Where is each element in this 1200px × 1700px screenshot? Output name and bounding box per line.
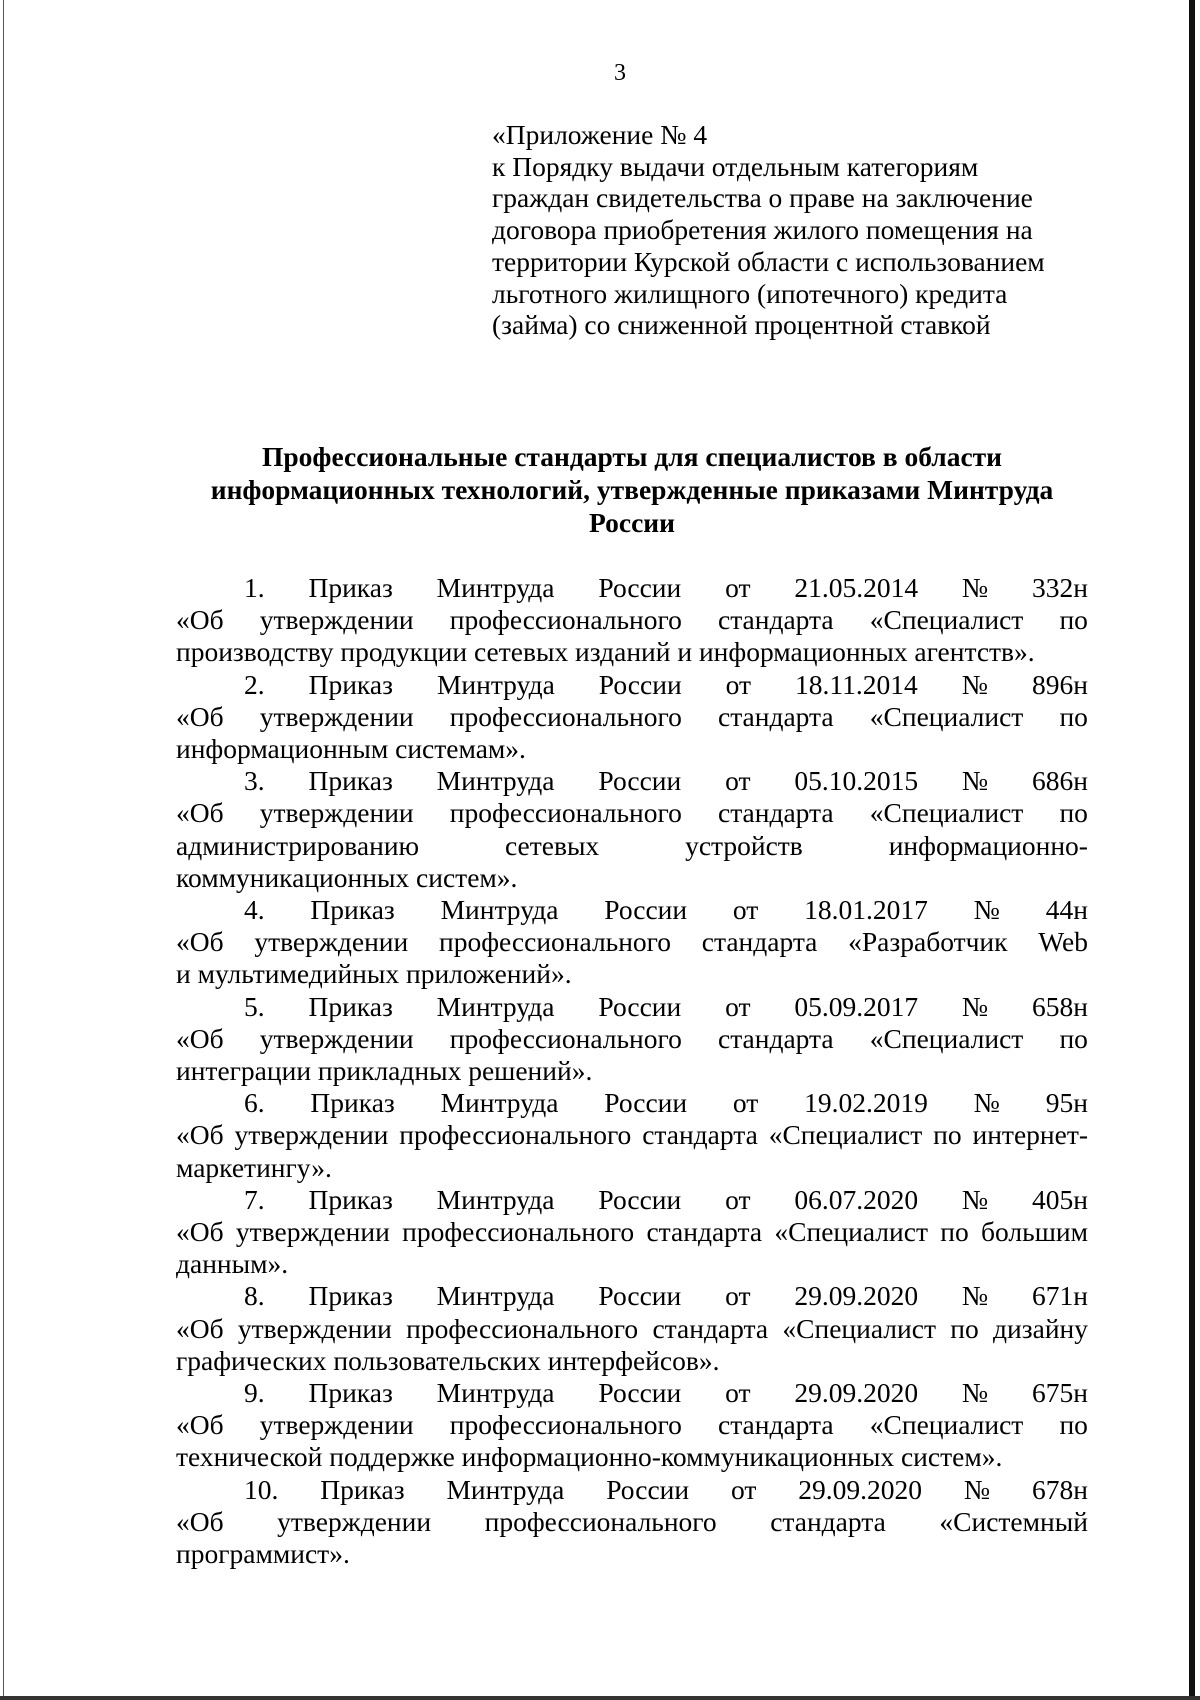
- list-item: [176, 894, 1088, 991]
- word: по: [1059, 797, 1088, 829]
- word: стандарта: [717, 700, 834, 732]
- list-item: [176, 669, 1088, 766]
- item-number: 3.: [244, 765, 265, 797]
- ministry: Минтруда: [436, 990, 555, 1022]
- word: профессионального: [449, 797, 682, 829]
- word: информационно-: [888, 829, 1088, 861]
- annex-line: территории Курской области с использованием: [492, 245, 1045, 277]
- document-title: [176, 440, 1088, 539]
- word: стандарта: [717, 797, 834, 829]
- from-word: от: [732, 894, 759, 926]
- country: России: [598, 1280, 682, 1312]
- from-word: от: [725, 668, 752, 700]
- order-number: 675н: [1032, 1377, 1088, 1409]
- word: профессионального: [438, 926, 672, 958]
- item-number: 5.: [244, 990, 265, 1022]
- word: «Специалист: [869, 604, 1024, 636]
- list-item: [176, 1087, 1088, 1184]
- item-text-line: [176, 1409, 1088, 1441]
- ministry: Минтруда: [436, 765, 555, 797]
- word: по: [1059, 604, 1088, 636]
- title-line: Профессиональные стандарты для специалистов в области: [261, 441, 1003, 472]
- standards-list: [176, 572, 1088, 1570]
- number-sign: №: [963, 1473, 991, 1505]
- number-sign: №: [961, 1183, 989, 1215]
- from-word: от: [725, 1280, 751, 1312]
- item-text-line: информационным системам».: [176, 733, 526, 765]
- item-text-line: программист».: [176, 1538, 350, 1570]
- word: стандарта: [717, 604, 834, 636]
- order-number: 678н: [1031, 1473, 1088, 1505]
- word: «Об: [176, 926, 224, 958]
- order-header-line: [176, 1377, 1088, 1409]
- order-number: 44н: [1045, 894, 1088, 926]
- word: стандарта: [701, 926, 818, 958]
- annex-header: [492, 119, 1112, 341]
- word: стандарта: [770, 1505, 886, 1537]
- from-word: от: [725, 572, 751, 603]
- word: утверждении: [259, 1022, 414, 1054]
- order-word: Приказ: [308, 668, 393, 700]
- from-word: от: [725, 1183, 751, 1215]
- country: России: [598, 990, 682, 1022]
- word: профессионального: [449, 1409, 682, 1441]
- order-header-line: [176, 991, 1088, 1023]
- scan-right-edge: [1189, 0, 1195, 1700]
- ministry: Минтруда: [440, 894, 559, 926]
- scan-bottom-edge: [0, 1696, 1200, 1700]
- order-number: 896н: [1031, 668, 1088, 700]
- from-word: от: [725, 765, 751, 797]
- order-date: 06.07.2020: [794, 1183, 919, 1215]
- item-text-line: технической поддержке информационно-коммуникационных систем».: [176, 1441, 1003, 1473]
- from-word: от: [725, 990, 751, 1022]
- order-number: 658н: [1032, 990, 1088, 1022]
- item-text-line: [176, 926, 1088, 958]
- item-text-line: [176, 701, 1088, 733]
- title-line: России: [589, 507, 675, 538]
- word: утверждении: [277, 1505, 432, 1537]
- order-number: 686н: [1032, 765, 1088, 797]
- country: России: [598, 1377, 682, 1409]
- annex-line: договора приобретения жилого помещения на: [492, 214, 1033, 246]
- annex-line: (займа) со сниженной процентной ставкой: [492, 309, 991, 341]
- order-date: 19.02.2019: [804, 1087, 928, 1119]
- order-word: Приказ: [308, 990, 393, 1022]
- ministry: Минтруда: [446, 1473, 565, 1505]
- word: «Об: [176, 1022, 224, 1054]
- item-text-line: «Об утверждении профессионального стандарта «Специалист по большим: [176, 1216, 1088, 1248]
- order-word: Приказ: [308, 1183, 393, 1215]
- annex-line: к Порядку выдачи отдельным категориям: [492, 150, 979, 182]
- order-date: 18.11.2014: [795, 668, 918, 700]
- item-text-line: производству продукции сетевых изданий и информационных агентств».: [176, 636, 1035, 668]
- word: утверждении: [259, 700, 414, 732]
- order-word: Приказ: [310, 1087, 395, 1119]
- item-number: 1.: [244, 572, 265, 603]
- list-item: [176, 1184, 1088, 1281]
- word: «Специалист: [869, 700, 1024, 732]
- number-sign: №: [973, 894, 1000, 926]
- country: России: [606, 1473, 690, 1505]
- item-number: 7.: [244, 1183, 265, 1215]
- annex-line: льготного жилищного (ипотечного) кредита: [492, 277, 1008, 309]
- word: профессионального: [449, 604, 682, 636]
- ministry: Минтруда: [436, 1377, 555, 1409]
- country: России: [604, 894, 688, 926]
- country: России: [598, 668, 682, 700]
- word: по: [1059, 700, 1088, 732]
- word: по: [1059, 1409, 1088, 1441]
- word: по: [1059, 1022, 1088, 1054]
- number-sign: №: [961, 572, 989, 603]
- number-sign: №: [973, 1087, 1000, 1119]
- word: «Об: [176, 1409, 224, 1441]
- item-number: 8.: [244, 1280, 265, 1312]
- order-word: Приказ: [310, 894, 395, 926]
- item-number: 4.: [244, 894, 265, 926]
- ministry: Минтруда: [436, 668, 555, 700]
- order-header-line: [176, 894, 1088, 926]
- list-item: [176, 1377, 1088, 1474]
- title-line: информационных технологий, утвержденные приказами Минтруда: [210, 474, 1054, 505]
- word: стандарта: [717, 1409, 834, 1441]
- order-number: 405н: [1032, 1183, 1088, 1215]
- word: «Об: [176, 700, 224, 732]
- country: России: [598, 765, 682, 797]
- item-number: 6.: [244, 1087, 265, 1119]
- order-header-line: [176, 1280, 1088, 1312]
- from-word: от: [730, 1473, 757, 1505]
- word: администрированию: [176, 829, 420, 861]
- word: стандарта: [717, 1022, 834, 1054]
- order-number: 95н: [1045, 1087, 1088, 1119]
- number-sign: №: [961, 668, 988, 700]
- word: «Об: [176, 1505, 224, 1537]
- order-header-line: [176, 1474, 1088, 1506]
- order-word: Приказ: [308, 1377, 393, 1409]
- number-sign: №: [961, 990, 989, 1022]
- order-header-line: [176, 765, 1088, 797]
- order-date: 29.09.2020: [794, 1377, 919, 1409]
- item-text-line: коммуникационных систем».: [176, 861, 518, 893]
- ministry: Минтруда: [440, 1087, 559, 1119]
- order-date: 29.09.2020: [798, 1473, 922, 1505]
- item-text-line: данным».: [176, 1248, 289, 1280]
- order-word: Приказ: [308, 1280, 393, 1312]
- word: «Специалист: [869, 1409, 1024, 1441]
- order-word: Приказ: [320, 1473, 405, 1505]
- country: России: [604, 1087, 688, 1119]
- word: утверждении: [259, 604, 414, 636]
- item-text-line: маркетингу».: [176, 1151, 332, 1183]
- order-date: 21.05.2014: [794, 572, 919, 603]
- order-number: 332н: [1032, 572, 1088, 603]
- ministry: Минтруда: [436, 572, 555, 603]
- item-text-line: [176, 797, 1088, 829]
- item-text-line: [176, 604, 1088, 636]
- order-date: 05.09.2017: [794, 990, 919, 1022]
- item-text-line: «Об утверждении профессионального стандарта «Специалист по интернет-: [176, 1119, 1088, 1151]
- word: «Об: [176, 604, 224, 636]
- word: утверждении: [259, 1409, 414, 1441]
- annex-line: граждан свидетельства о праве на заключение: [492, 182, 1033, 214]
- from-word: от: [732, 1087, 759, 1119]
- scan-left-edge: [3, 0, 4, 1700]
- word: «Системный: [939, 1505, 1088, 1537]
- word: сетевых: [504, 829, 600, 861]
- item-text-line: [176, 1506, 1088, 1538]
- word: профессионального: [449, 700, 682, 732]
- word: устройств: [685, 829, 803, 861]
- from-word: от: [725, 1377, 751, 1409]
- number-sign: №: [961, 765, 989, 797]
- order-date: 18.01.2017: [804, 894, 928, 926]
- word: «Разработчик: [848, 926, 1008, 958]
- number-sign: №: [961, 1377, 989, 1409]
- word: утверждении: [259, 797, 414, 829]
- country: России: [598, 572, 682, 603]
- item-number: 2.: [244, 668, 265, 700]
- number-sign: №: [961, 1280, 989, 1312]
- order-header-line: [176, 669, 1088, 701]
- ministry: Минтруда: [436, 1183, 555, 1215]
- word: «Специалист: [869, 797, 1024, 829]
- annex-line: «Приложение № 4: [492, 119, 708, 150]
- list-item: [176, 572, 1088, 669]
- list-item: [176, 991, 1088, 1088]
- word: «Специалист: [869, 1022, 1024, 1054]
- item-text-line: и мультимедийных приложений».: [176, 958, 572, 990]
- order-header-line: [176, 1087, 1088, 1119]
- item-text-line: [176, 830, 1088, 862]
- item-number: 10.: [244, 1473, 279, 1505]
- list-item: [176, 1280, 1088, 1377]
- item-text-line: интеграции прикладных решений».: [176, 1055, 593, 1087]
- order-date: 05.10.2015: [794, 765, 919, 797]
- item-text-line: графических пользовательских интерфейсов».: [176, 1344, 720, 1376]
- ministry: Минтруда: [436, 1280, 555, 1312]
- word: Web: [1038, 926, 1088, 958]
- word: профессионального: [449, 1022, 682, 1054]
- page-number: 3: [614, 60, 626, 86]
- order-header-line: [176, 572, 1088, 604]
- country: России: [598, 1183, 682, 1215]
- list-item: [176, 765, 1088, 894]
- list-item: [176, 1474, 1088, 1571]
- order-word: Приказ: [308, 765, 393, 797]
- order-header-line: [176, 1184, 1088, 1216]
- item-text-line: «Об утверждении профессионального стандарта «Специалист по дизайну: [176, 1312, 1088, 1344]
- word: утверждении: [254, 926, 409, 958]
- item-number: 9.: [244, 1377, 265, 1409]
- item-text-line: [176, 1023, 1088, 1055]
- order-word: Приказ: [308, 572, 393, 603]
- word: «Об: [176, 797, 224, 829]
- order-number: 671н: [1032, 1280, 1088, 1312]
- order-date: 29.09.2020: [794, 1280, 919, 1312]
- word: профессионального: [484, 1505, 717, 1537]
